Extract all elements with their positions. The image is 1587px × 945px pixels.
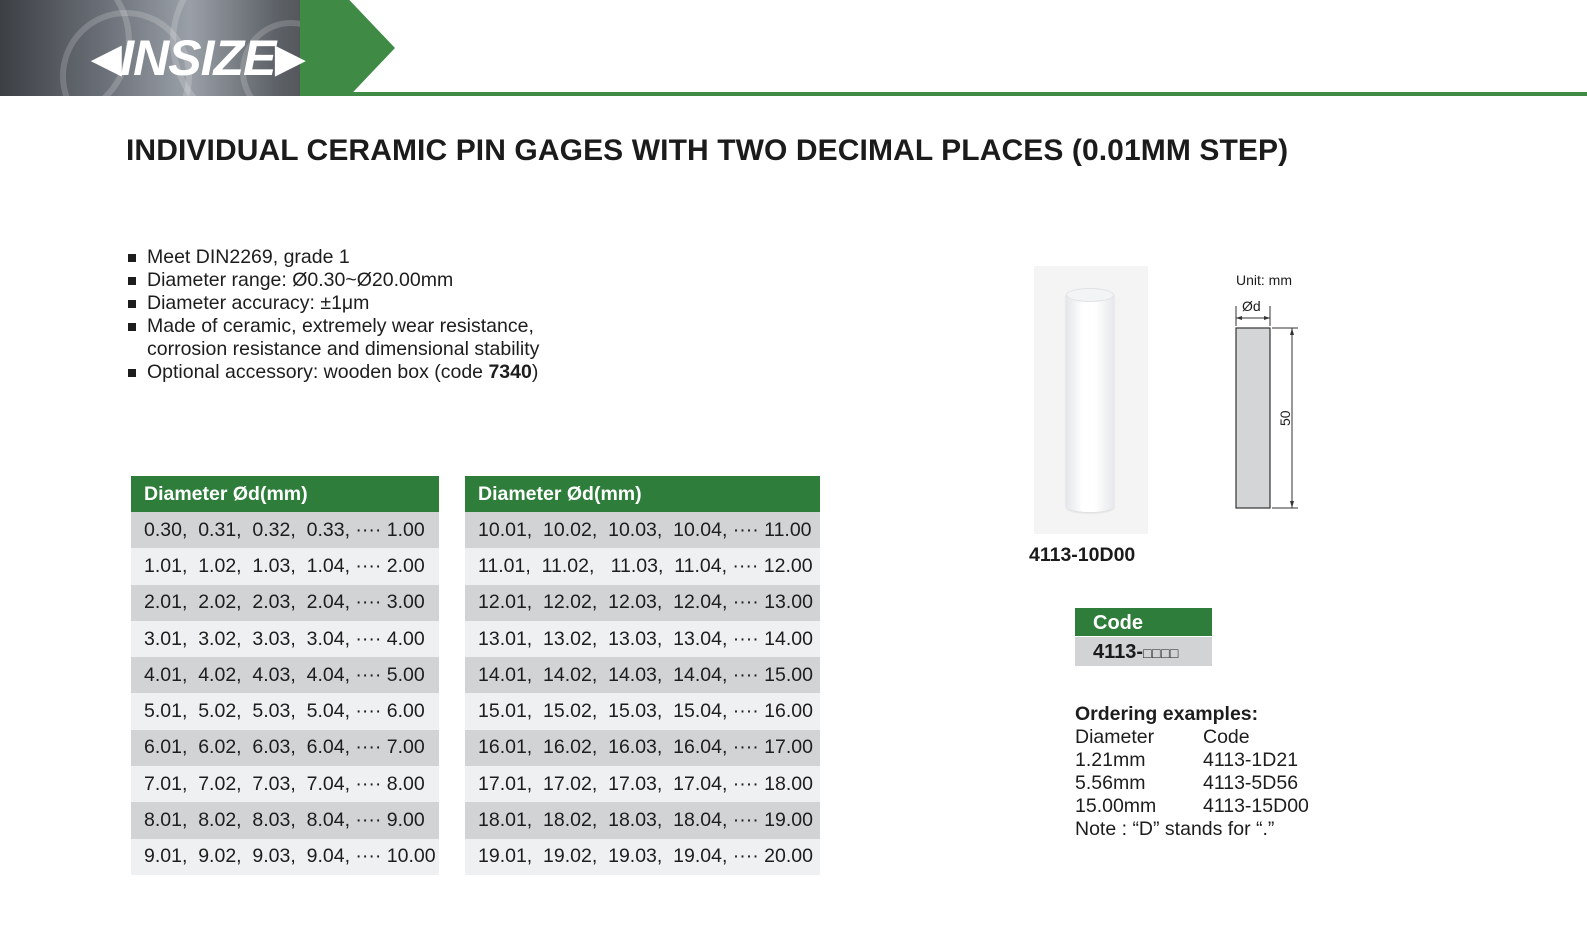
feature-close-paren: ): [531, 361, 539, 383]
table-row: [131, 693, 439, 729]
ordering-header-row: [1075, 726, 1309, 749]
code-placeholder: □□□□: [1143, 645, 1179, 661]
table-cell: 6.01, 6.02, 6.03, 6.04, ···· 7.00: [131, 730, 439, 766]
banner-chevron: [300, 0, 395, 96]
feature-item-continuation: [128, 338, 539, 361]
table-cell: 13.01, 13.02, 13.03, 13.04, ···· 14.00: [465, 621, 820, 657]
arrowhead-icon: [1290, 328, 1294, 335]
ordering-diameter: 15.00mm: [1075, 795, 1157, 817]
table-row: [131, 839, 439, 875]
table-cell: 14.01, 14.02, 14.03, 14.04, ···· 15.00: [465, 657, 820, 693]
page-title: INDIVIDUAL CERAMIC PIN GAGES WITH TWO DECIMAL PLACES (0.01MM STEP): [126, 134, 1289, 167]
table-row: [465, 766, 820, 802]
table-cell: 19.01, 19.02, 19.03, 19.04, ···· 20.00: [465, 839, 820, 875]
table-cell: 11.01, 11.02, 11.03, 11.04, ···· 12.00: [465, 548, 820, 584]
table-row: [131, 766, 439, 802]
length-label: 50: [1277, 410, 1293, 426]
table-row: [131, 621, 439, 657]
ordering-code: 4113-1D21: [1203, 749, 1299, 771]
ceramic-pin-top: [1066, 288, 1114, 302]
table-row: [465, 730, 820, 766]
feature-item: [128, 361, 539, 384]
dimension-drawing: [1220, 268, 1340, 518]
ordering-code: 4113-5D56: [1203, 772, 1299, 794]
ordering-note: Note : “D” stands for “.”: [1075, 818, 1275, 840]
table-cell: 17.01, 17.02, 17.03, 17.04, ···· 18.00: [465, 766, 820, 802]
table-row: [131, 512, 439, 548]
diameter-table-right: [465, 476, 820, 875]
feature-accessory-text: Optional accessory: wooden box (code: [147, 361, 489, 383]
table-cell: 0.30, 0.31, 0.32, 0.33, ···· 1.00: [131, 512, 439, 548]
table-cell: 8.01, 8.02, 8.03, 8.04, ···· 9.00: [131, 802, 439, 838]
table-cell: 10.01, 10.02, 10.03, 10.04, ···· 11.00: [465, 512, 820, 548]
ordering-col-code: Code: [1203, 726, 1250, 748]
accessory-code: 7340: [488, 361, 532, 383]
diameter-table-left: [131, 476, 439, 875]
feature-continuation-text: corrosion resistance and dimensional stability: [147, 338, 540, 360]
table-cell: 16.01, 16.02, 16.03, 16.04, ···· 17.00: [465, 730, 820, 766]
table-cell: 12.01, 12.02, 12.03, 12.04, ···· 13.00: [465, 585, 820, 621]
ordering-code: 4113-15D00: [1203, 795, 1309, 817]
feature-list: [128, 246, 539, 384]
table-row: [465, 548, 820, 584]
brand-name: INSIZE: [120, 30, 276, 86]
ceramic-pin-image: [1066, 290, 1114, 512]
product-model: 4113-10D00: [1029, 544, 1136, 566]
feature-item: Diameter range: Ø0.30~Ø20.00mm: [128, 269, 539, 292]
ordering-examples: [1075, 703, 1309, 841]
table-row: [131, 657, 439, 693]
table-cell: 1.01, 1.02, 1.03, 1.04, ···· 2.00: [131, 548, 439, 584]
pin-outline: [1236, 328, 1270, 508]
ordering-heading: Ordering examples:: [1075, 703, 1259, 725]
table-row: [465, 657, 820, 693]
table-cell: 9.01, 9.02, 9.03, 9.04, ···· 10.00: [131, 839, 439, 875]
brand-logo: [92, 30, 304, 86]
table-row: [465, 621, 820, 657]
ordering-col-diameter: Diameter: [1075, 726, 1155, 748]
table-header: Diameter Ød(mm): [131, 476, 439, 512]
banner-divider: [345, 92, 1587, 96]
feature-item: Meet DIN2269, grade 1: [128, 246, 539, 269]
ordering-row: [1075, 795, 1309, 818]
table-cell: 4.01, 4.02, 4.03, 4.04, ···· 5.00: [131, 657, 439, 693]
logo-right-arrow-icon: ▶: [275, 37, 304, 80]
ordering-diameter: 1.21mm: [1075, 749, 1146, 771]
code-prefix: 4113-: [1093, 641, 1144, 663]
table-cell: 18.01, 18.02, 18.03, 18.04, ···· 19.00: [465, 802, 820, 838]
table-row: [465, 802, 820, 838]
table-cell: 7.01, 7.02, 7.03, 7.04, ···· 8.00: [131, 766, 439, 802]
table-row: [465, 585, 820, 621]
unit-label: Unit: mm: [1236, 272, 1292, 288]
arrowhead-icon: [1290, 501, 1294, 508]
arrowhead-icon: [1264, 316, 1270, 320]
code-header: Code: [1075, 608, 1212, 636]
table-cell: 5.01, 5.02, 5.03, 5.04, ···· 6.00: [131, 693, 439, 729]
table-row: [465, 512, 820, 548]
table-cell: 2.01, 2.02, 2.03, 2.04, ···· 3.00: [131, 585, 439, 621]
ordering-diameter: 5.56mm: [1075, 772, 1146, 794]
table-row: [131, 802, 439, 838]
table-row: [131, 585, 439, 621]
table-cell: 15.01, 15.02, 15.03, 15.04, ···· 16.00: [465, 693, 820, 729]
ordering-row: [1075, 772, 1309, 795]
logo-left-arrow-icon: ◀: [92, 37, 121, 80]
table-row: [131, 730, 439, 766]
table-row: [465, 693, 820, 729]
diameter-label: Ød: [1242, 298, 1261, 314]
table-cell: 3.01, 3.02, 3.03, 3.04, ···· 4.00: [131, 621, 439, 657]
table-row: [131, 548, 439, 584]
feature-item: Diameter accuracy: ±1μm: [128, 292, 539, 315]
arrowhead-icon: [1236, 316, 1242, 320]
header-banner: [0, 0, 1587, 100]
table-row: [465, 839, 820, 875]
table-header: Diameter Ød(mm): [465, 476, 820, 512]
feature-item: Made of ceramic, extremely wear resistance,: [128, 315, 539, 338]
ordering-row: [1075, 749, 1309, 772]
code-value: [1075, 637, 1212, 666]
